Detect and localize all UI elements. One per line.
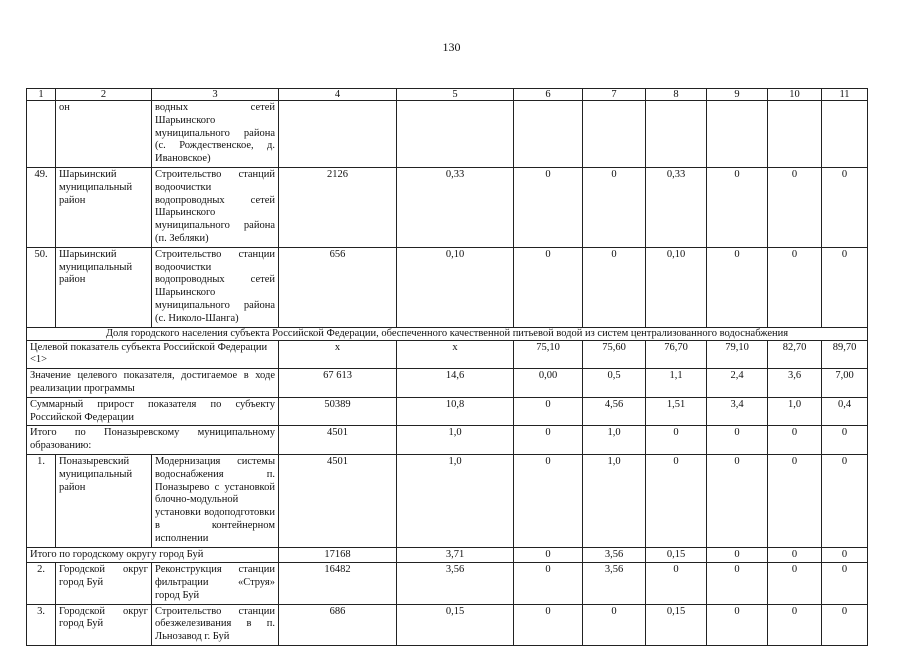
value-cell: 17168 [279, 547, 397, 563]
value-cell: 0,5 [583, 369, 646, 398]
value-cell: 0 [583, 604, 646, 645]
value-cell: 4501 [279, 454, 397, 547]
value-cell: 0,15 [397, 604, 514, 645]
value-cell: 0 [646, 454, 707, 547]
col-number: 2 [56, 89, 152, 101]
value-cell: 0,4 [822, 397, 868, 426]
value-cell: 14,6 [397, 369, 514, 398]
value-cell: 1,0 [583, 426, 646, 455]
value-cell: 0 [822, 547, 868, 563]
col-number: 9 [707, 89, 768, 101]
district-cell: Шарьинский муниципальный район [56, 167, 152, 247]
value-cell: 76,70 [646, 340, 707, 369]
district-cell: Городской округ город Буй [56, 563, 152, 604]
value-cell: 0 [707, 426, 768, 455]
value-cell: 0 [646, 563, 707, 604]
project-cell: Строительство станции водоочистки водопроводных сетей Шарьинского муниципального района (с. Николо-Шанга) [152, 247, 279, 327]
value-cell: 0 [514, 247, 583, 327]
col-number: 6 [514, 89, 583, 101]
row-number: 1. [27, 454, 56, 547]
value-cell: 2,4 [707, 369, 768, 398]
value-cell: 0 [514, 454, 583, 547]
value-cell: 0 [822, 426, 868, 455]
value-cell: 0 [707, 547, 768, 563]
value-cell: 0 [707, 604, 768, 645]
project-cell: Строительство станций водоочистки водопроводных сетей Шарьинского муниципального района (п. Зебляки) [152, 167, 279, 247]
value-cell: 0 [822, 167, 868, 247]
value-cell: 0 [514, 547, 583, 563]
value-cell: 50389 [279, 397, 397, 426]
value-cell: 0 [707, 454, 768, 547]
district-cell: он [56, 101, 152, 168]
value-cell: 1,0 [583, 454, 646, 547]
value-cell: 75,60 [583, 340, 646, 369]
value-cell [646, 101, 707, 168]
value-cell: 3,56 [583, 547, 646, 563]
value-cell: 0,00 [514, 369, 583, 398]
col-number: 11 [822, 89, 868, 101]
summary-label: Итого по городскому округу город Буй [27, 547, 279, 563]
value-cell: 0 [768, 563, 822, 604]
value-cell: 0 [514, 563, 583, 604]
value-cell: 1,51 [646, 397, 707, 426]
summary-row [27, 340, 868, 369]
district-cell: Городской округ город Буй [56, 604, 152, 645]
section-heading-row [27, 327, 868, 340]
value-cell [397, 101, 514, 168]
value-cell [514, 101, 583, 168]
section-title: Доля городского населения субъекта Российской Федерации, обеспеченного качественной питьевой водой из систем централизованного водоснабжения [27, 327, 868, 340]
value-cell: 3,6 [768, 369, 822, 398]
value-cell: х [279, 340, 397, 369]
table-row [27, 167, 868, 247]
summary-label: Значение целевого показателя, достигаемое в ходе реализации программы [27, 369, 279, 398]
summary-label: Целевой показатель субъекта Российской Федерации <1> [27, 340, 279, 369]
value-cell: 0 [707, 247, 768, 327]
value-cell [822, 101, 868, 168]
project-cell: Строительство станции обезжелезивания в п. Льнозавод г. Буй [152, 604, 279, 645]
table-row [27, 454, 868, 547]
value-cell: 10,8 [397, 397, 514, 426]
table-row [27, 101, 868, 168]
value-cell: 75,10 [514, 340, 583, 369]
value-cell: 0 [646, 426, 707, 455]
col-number: 1 [27, 89, 56, 101]
value-cell: 3,71 [397, 547, 514, 563]
district-cell: Шарьинский муниципальный район [56, 247, 152, 327]
value-cell: 0,33 [646, 167, 707, 247]
value-cell [583, 101, 646, 168]
value-cell: 82,70 [768, 340, 822, 369]
row-number [27, 101, 56, 168]
value-cell: 0,10 [397, 247, 514, 327]
value-cell: 0 [583, 247, 646, 327]
value-cell: 4,56 [583, 397, 646, 426]
value-cell: 0 [768, 547, 822, 563]
value-cell: 0 [822, 247, 868, 327]
summary-row [27, 369, 868, 398]
col-number: 5 [397, 89, 514, 101]
district-cell: Поназыревский муниципальный район [56, 454, 152, 547]
value-cell: 67 613 [279, 369, 397, 398]
value-cell: 16482 [279, 563, 397, 604]
value-cell: 4501 [279, 426, 397, 455]
value-cell: 0 [514, 604, 583, 645]
value-cell: 0,33 [397, 167, 514, 247]
value-cell: 79,10 [707, 340, 768, 369]
project-cell: Реконструкция станции фильтрации «Струя» город Буй [152, 563, 279, 604]
col-number: 4 [279, 89, 397, 101]
table-row [27, 563, 868, 604]
value-cell: 0,15 [646, 604, 707, 645]
value-cell: 0 [583, 167, 646, 247]
page-number: 130 [442, 40, 461, 54]
col-number: 3 [152, 89, 279, 101]
project-cell: Модернизация системы водоснабжения п. Поназырево с установкой блочно-модульной установки водоподготовки в контейнерном исполнении [152, 454, 279, 547]
value-cell: 7,00 [822, 369, 868, 398]
value-cell: 656 [279, 247, 397, 327]
table-row [27, 247, 868, 327]
summary-label: Итого по Поназыревскому муниципальному образованию: [27, 426, 279, 455]
value-cell: 0 [514, 167, 583, 247]
value-cell: 0 [768, 454, 822, 547]
table-row [27, 604, 868, 645]
value-cell: 1,0 [768, 397, 822, 426]
col-number: 8 [646, 89, 707, 101]
value-cell [707, 101, 768, 168]
summary-label: Суммарный прирост показателя по субъекту Российской Федерации [27, 397, 279, 426]
value-cell: 3,56 [397, 563, 514, 604]
investment-table [26, 88, 868, 646]
value-cell: 0 [707, 563, 768, 604]
summary-row [27, 426, 868, 455]
value-cell: 0 [768, 167, 822, 247]
value-cell: 0 [822, 454, 868, 547]
value-cell: 3,4 [707, 397, 768, 426]
value-cell: 1,1 [646, 369, 707, 398]
value-cell: 1,0 [397, 454, 514, 547]
value-cell: 89,70 [822, 340, 868, 369]
value-cell: 0 [768, 604, 822, 645]
value-cell: 0 [768, 247, 822, 327]
row-number: 2. [27, 563, 56, 604]
value-cell: 3,56 [583, 563, 646, 604]
value-cell: 0,15 [646, 547, 707, 563]
summary-row [27, 547, 868, 563]
value-cell [279, 101, 397, 168]
column-number-row [27, 89, 868, 101]
value-cell: 0 [707, 167, 768, 247]
col-number: 7 [583, 89, 646, 101]
col-number: 10 [768, 89, 822, 101]
value-cell: 686 [279, 604, 397, 645]
value-cell: 2126 [279, 167, 397, 247]
row-number: 49. [27, 167, 56, 247]
row-number: 3. [27, 604, 56, 645]
summary-row [27, 397, 868, 426]
value-cell: 1,0 [397, 426, 514, 455]
project-cell: водных сетей Шарьинского муниципального района (с. Рождественское, д. Ивановское) [152, 101, 279, 168]
row-number: 50. [27, 247, 56, 327]
value-cell: 0 [822, 563, 868, 604]
value-cell: 0,10 [646, 247, 707, 327]
value-cell: 0 [514, 397, 583, 426]
value-cell: 0 [822, 604, 868, 645]
value-cell: 0 [514, 426, 583, 455]
value-cell [768, 101, 822, 168]
value-cell: 0 [768, 426, 822, 455]
value-cell: х [397, 340, 514, 369]
